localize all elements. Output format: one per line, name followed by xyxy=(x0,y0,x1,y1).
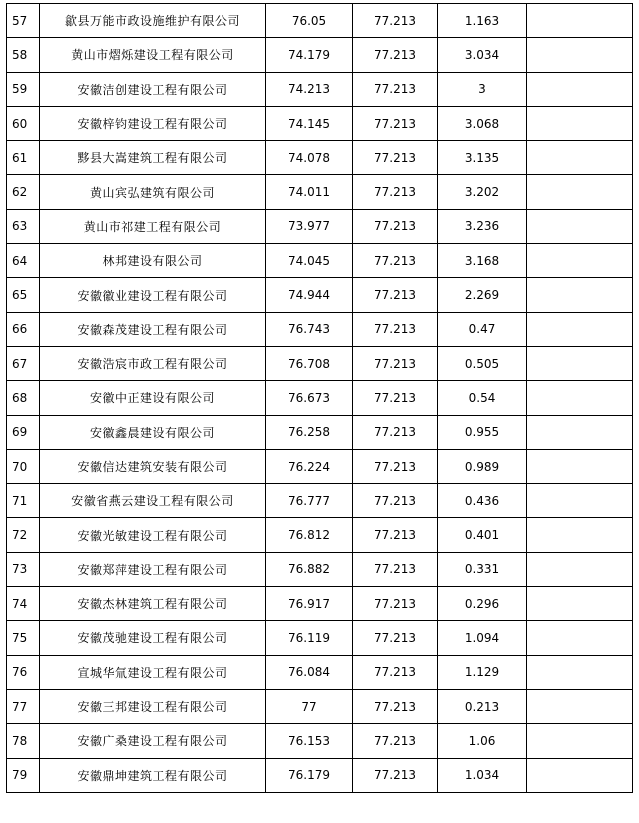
benchmark-cell: 77.213 xyxy=(353,4,438,38)
remark-cell xyxy=(527,4,633,38)
benchmark-cell: 77.213 xyxy=(353,449,438,483)
company-name-cell: 安徽中正建设有限公司 xyxy=(40,381,266,415)
table-row xyxy=(7,655,633,689)
row-number-cell: 68 xyxy=(7,381,40,415)
score-cell: 77 xyxy=(266,689,353,723)
score-cell: 76.777 xyxy=(266,484,353,518)
table-row xyxy=(7,758,633,792)
deviation-cell: 3.068 xyxy=(438,106,527,140)
table-row xyxy=(7,484,633,518)
table-row xyxy=(7,38,633,72)
company-name-cell: 安徽郑萍建设工程有限公司 xyxy=(40,552,266,586)
row-number-cell: 71 xyxy=(7,484,40,518)
benchmark-cell: 77.213 xyxy=(353,244,438,278)
benchmark-cell: 77.213 xyxy=(353,689,438,723)
row-number-cell: 76 xyxy=(7,655,40,689)
company-name-cell: 安徽三邦建设工程有限公司 xyxy=(40,689,266,723)
deviation-cell: 0.213 xyxy=(438,689,527,723)
row-number-cell: 78 xyxy=(7,724,40,758)
remark-cell xyxy=(527,244,633,278)
remark-cell xyxy=(527,655,633,689)
company-name-cell: 安徽光敏建设工程有限公司 xyxy=(40,518,266,552)
table-row xyxy=(7,724,633,758)
benchmark-cell: 77.213 xyxy=(353,484,438,518)
company-name-cell: 安徽洁创建设工程有限公司 xyxy=(40,72,266,106)
benchmark-cell: 77.213 xyxy=(353,346,438,380)
row-number-cell: 65 xyxy=(7,278,40,312)
score-cell: 74.078 xyxy=(266,141,353,175)
row-number-cell: 59 xyxy=(7,72,40,106)
table-row xyxy=(7,72,633,106)
score-cell: 76.882 xyxy=(266,552,353,586)
company-name-cell: 黄山市祁建工程有限公司 xyxy=(40,209,266,243)
score-cell: 76.673 xyxy=(266,381,353,415)
row-number-cell: 74 xyxy=(7,587,40,621)
deviation-cell: 0.989 xyxy=(438,449,527,483)
benchmark-cell: 77.213 xyxy=(353,758,438,792)
company-name-cell: 安徽浩宸市政工程有限公司 xyxy=(40,346,266,380)
remark-cell xyxy=(527,175,633,209)
remark-cell xyxy=(527,415,633,449)
table-row xyxy=(7,4,633,38)
deviation-cell: 0.436 xyxy=(438,484,527,518)
remark-cell xyxy=(527,758,633,792)
remark-cell xyxy=(527,141,633,175)
benchmark-cell: 77.213 xyxy=(353,724,438,758)
benchmark-cell: 77.213 xyxy=(353,518,438,552)
deviation-cell: 0.331 xyxy=(438,552,527,586)
row-number-cell: 61 xyxy=(7,141,40,175)
remark-cell xyxy=(527,278,633,312)
deviation-cell: 3.168 xyxy=(438,244,527,278)
company-name-cell: 歙县万能市政设施维护有限公司 xyxy=(40,4,266,38)
remark-cell xyxy=(527,518,633,552)
company-name-cell: 黄山宾弘建筑有限公司 xyxy=(40,175,266,209)
benchmark-cell: 77.213 xyxy=(353,141,438,175)
company-name-cell: 安徽茂驰建设工程有限公司 xyxy=(40,621,266,655)
table-row xyxy=(7,587,633,621)
table-row xyxy=(7,518,633,552)
table-row xyxy=(7,312,633,346)
deviation-cell: 0.296 xyxy=(438,587,527,621)
table-row xyxy=(7,552,633,586)
deviation-cell: 1.094 xyxy=(438,621,527,655)
deviation-cell: 0.955 xyxy=(438,415,527,449)
score-cell: 74.944 xyxy=(266,278,353,312)
row-number-cell: 58 xyxy=(7,38,40,72)
score-cell: 76.084 xyxy=(266,655,353,689)
benchmark-cell: 77.213 xyxy=(353,655,438,689)
row-number-cell: 77 xyxy=(7,689,40,723)
score-cell: 76.05 xyxy=(266,4,353,38)
benchmark-cell: 77.213 xyxy=(353,587,438,621)
row-number-cell: 70 xyxy=(7,449,40,483)
deviation-cell: 1.163 xyxy=(438,4,527,38)
company-name-cell: 安徽信达建筑安装有限公司 xyxy=(40,449,266,483)
row-number-cell: 69 xyxy=(7,415,40,449)
remark-cell xyxy=(527,724,633,758)
deviation-cell: 3.034 xyxy=(438,38,527,72)
table-row xyxy=(7,449,633,483)
score-cell: 76.119 xyxy=(266,621,353,655)
company-name-cell: 安徽森茂建设工程有限公司 xyxy=(40,312,266,346)
score-cell: 74.179 xyxy=(266,38,353,72)
score-cell: 76.812 xyxy=(266,518,353,552)
benchmark-cell: 77.213 xyxy=(353,381,438,415)
company-name-cell: 安徽广桑建设工程有限公司 xyxy=(40,724,266,758)
score-cell: 74.011 xyxy=(266,175,353,209)
company-name-cell: 安徽鼎坤建筑工程有限公司 xyxy=(40,758,266,792)
table-row xyxy=(7,621,633,655)
benchmark-cell: 77.213 xyxy=(353,312,438,346)
score-table xyxy=(6,3,633,793)
deviation-cell: 1.129 xyxy=(438,655,527,689)
row-number-cell: 67 xyxy=(7,346,40,380)
company-name-cell: 安徽鑫晨建设有限公司 xyxy=(40,415,266,449)
score-cell: 74.213 xyxy=(266,72,353,106)
remark-cell xyxy=(527,449,633,483)
score-cell: 76.179 xyxy=(266,758,353,792)
deviation-cell: 2.269 xyxy=(438,278,527,312)
deviation-cell: 0.47 xyxy=(438,312,527,346)
benchmark-cell: 77.213 xyxy=(353,278,438,312)
table-row xyxy=(7,278,633,312)
remark-cell xyxy=(527,312,633,346)
company-name-cell: 宣城华氚建设工程有限公司 xyxy=(40,655,266,689)
score-cell: 74.145 xyxy=(266,106,353,140)
score-cell: 76.708 xyxy=(266,346,353,380)
row-number-cell: 57 xyxy=(7,4,40,38)
table-row xyxy=(7,244,633,278)
row-number-cell: 79 xyxy=(7,758,40,792)
table-row xyxy=(7,175,633,209)
table-row xyxy=(7,346,633,380)
remark-cell xyxy=(527,689,633,723)
row-number-cell: 63 xyxy=(7,209,40,243)
row-number-cell: 66 xyxy=(7,312,40,346)
benchmark-cell: 77.213 xyxy=(353,106,438,140)
score-cell: 76.224 xyxy=(266,449,353,483)
row-number-cell: 60 xyxy=(7,106,40,140)
table-row xyxy=(7,141,633,175)
table-body xyxy=(7,4,633,793)
benchmark-cell: 77.213 xyxy=(353,415,438,449)
benchmark-cell: 77.213 xyxy=(353,72,438,106)
company-name-cell: 安徽杰林建筑工程有限公司 xyxy=(40,587,266,621)
table-row xyxy=(7,209,633,243)
score-cell: 74.045 xyxy=(266,244,353,278)
company-name-cell: 安徽梓钧建设工程有限公司 xyxy=(40,106,266,140)
benchmark-cell: 77.213 xyxy=(353,552,438,586)
score-cell: 76.917 xyxy=(266,587,353,621)
deviation-cell: 0.505 xyxy=(438,346,527,380)
table-row xyxy=(7,415,633,449)
company-name-cell: 黟县大嵩建筑工程有限公司 xyxy=(40,141,266,175)
company-name-cell: 黄山市熠烁建设工程有限公司 xyxy=(40,38,266,72)
remark-cell xyxy=(527,381,633,415)
company-name-cell: 安徽省燕云建设工程有限公司 xyxy=(40,484,266,518)
deviation-cell: 1.06 xyxy=(438,724,527,758)
remark-cell xyxy=(527,552,633,586)
company-name-cell: 安徽徽业建设工程有限公司 xyxy=(40,278,266,312)
deviation-cell: 3.236 xyxy=(438,209,527,243)
remark-cell xyxy=(527,209,633,243)
row-number-cell: 73 xyxy=(7,552,40,586)
remark-cell xyxy=(527,346,633,380)
remark-cell xyxy=(527,484,633,518)
remark-cell xyxy=(527,587,633,621)
table-row xyxy=(7,106,633,140)
remark-cell xyxy=(527,38,633,72)
deviation-cell: 0.401 xyxy=(438,518,527,552)
deviation-cell: 0.54 xyxy=(438,381,527,415)
deviation-cell: 3.202 xyxy=(438,175,527,209)
row-number-cell: 72 xyxy=(7,518,40,552)
remark-cell xyxy=(527,106,633,140)
table-row xyxy=(7,381,633,415)
deviation-cell: 1.034 xyxy=(438,758,527,792)
row-number-cell: 64 xyxy=(7,244,40,278)
score-cell: 76.258 xyxy=(266,415,353,449)
deviation-cell: 3 xyxy=(438,72,527,106)
benchmark-cell: 77.213 xyxy=(353,175,438,209)
benchmark-cell: 77.213 xyxy=(353,38,438,72)
score-cell: 73.977 xyxy=(266,209,353,243)
table-row xyxy=(7,689,633,723)
deviation-cell: 3.135 xyxy=(438,141,527,175)
row-number-cell: 62 xyxy=(7,175,40,209)
score-cell: 76.743 xyxy=(266,312,353,346)
benchmark-cell: 77.213 xyxy=(353,621,438,655)
company-name-cell: 林邦建设有限公司 xyxy=(40,244,266,278)
row-number-cell: 75 xyxy=(7,621,40,655)
remark-cell xyxy=(527,72,633,106)
benchmark-cell: 77.213 xyxy=(353,209,438,243)
remark-cell xyxy=(527,621,633,655)
score-cell: 76.153 xyxy=(266,724,353,758)
